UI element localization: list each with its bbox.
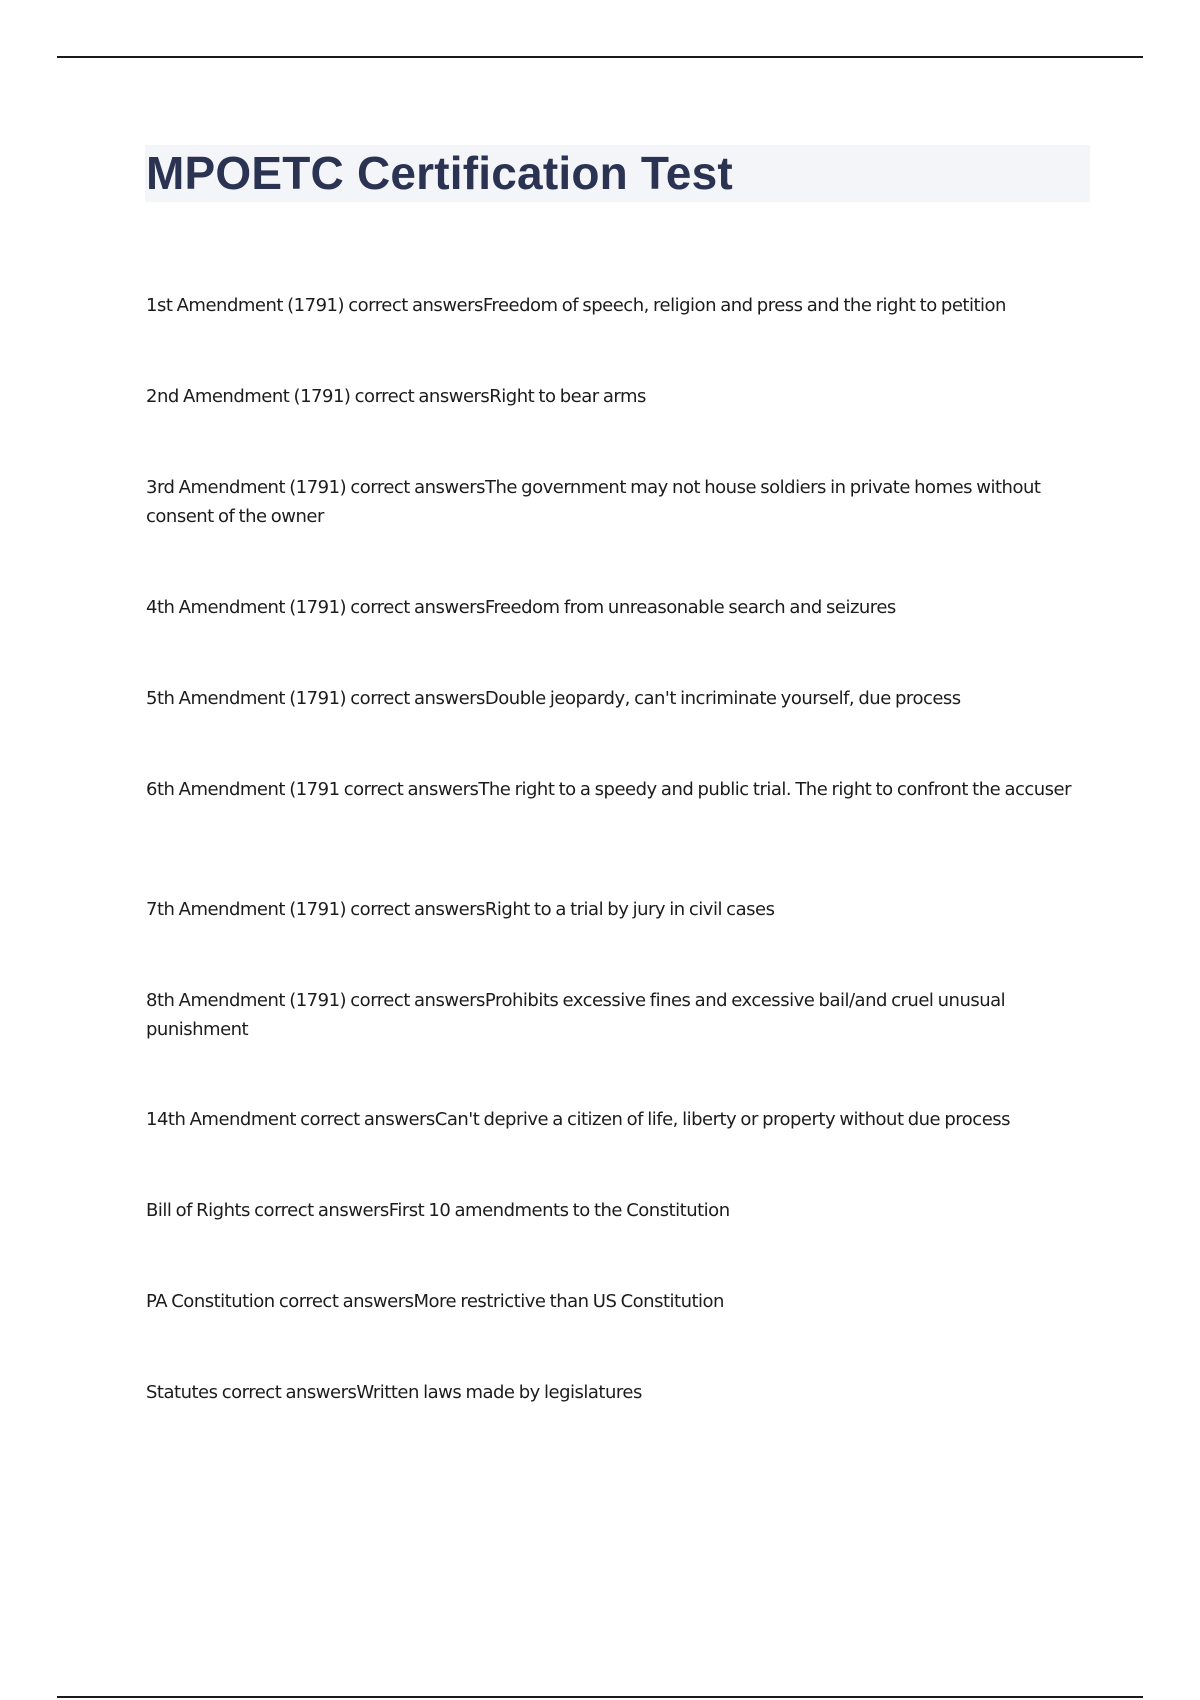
qa-answer: Prohibits excessive fines and excessive bail/and cruel unusual punishment [146, 990, 1006, 1040]
qa-term: 2nd Amendment (1791) [146, 386, 351, 407]
header-rule [57, 56, 1143, 58]
qa-item [146, 1378, 1081, 1407]
qa-answer: The government may not house soldiers in private homes without consent of the owner [146, 477, 1041, 527]
qa-answer: Right to a trial by jury in civil cases [484, 899, 775, 920]
qa-marker: correct answers [348, 295, 483, 316]
qa-marker: correct answers [350, 597, 485, 618]
qa-marker: correct answers [350, 899, 485, 920]
qa-answer: More restrictive than US Constitution [413, 1291, 724, 1312]
qa-term: 3rd Amendment (1791) [146, 477, 347, 498]
qa-term: Bill of Rights [146, 1200, 250, 1221]
qa-marker: correct answers [343, 779, 479, 800]
qa-marker: correct answers [300, 1109, 435, 1130]
qa-term: 5th Amendment (1791) [146, 688, 347, 709]
qa-item [146, 986, 1081, 1044]
qa-item [146, 1287, 1081, 1316]
qa-term: 14th Amendment [146, 1109, 296, 1130]
qa-term: 4th Amendment (1791) [146, 597, 347, 618]
qa-item [146, 1105, 1081, 1134]
qa-item [146, 593, 1081, 622]
qa-item [146, 775, 1081, 804]
qa-term: 8th Amendment (1791) [146, 990, 347, 1011]
qa-answer: Written laws made by legislatures [356, 1382, 642, 1403]
qa-answer: Freedom from unreasonable search and seizures [484, 597, 896, 618]
qa-item [146, 684, 1081, 713]
qa-item [146, 473, 1081, 531]
qa-answer: First 10 amendments to the Constitution [388, 1200, 730, 1221]
qa-marker: correct answers [350, 688, 485, 709]
qa-marker: correct answers [350, 477, 485, 498]
qa-item [146, 1196, 1081, 1225]
document-title: MPOETC Certification Test [146, 147, 733, 199]
qa-answer: Freedom of speech, religion and press and the right to petition [482, 295, 1006, 316]
qa-term: 7th Amendment (1791) [146, 899, 347, 920]
qa-item [146, 895, 1081, 924]
qa-item [146, 291, 1081, 320]
qa-marker: correct answers [278, 1291, 414, 1312]
footer-rule [57, 1696, 1143, 1698]
qa-answer: Double jeopardy, can't incriminate yourself, due process [484, 688, 961, 709]
qa-term: 1st Amendment (1791) [146, 295, 345, 316]
qa-answer: Can't deprive a citizen of life, liberty or property without due process [434, 1109, 1011, 1130]
qa-marker: correct answers [221, 1382, 357, 1403]
qa-term: 6th Amendment (1791 [146, 779, 340, 800]
qa-marker: correct answers [354, 386, 490, 407]
qa-answer: Right to bear arms [489, 386, 646, 407]
qa-item [146, 382, 1081, 411]
qa-marker: correct answers [254, 1200, 389, 1221]
qa-answer: The right to a speedy and public trial. The right to confront the accuser [478, 779, 1072, 800]
qa-term: PA Constitution [146, 1291, 275, 1312]
qa-term: Statutes [146, 1382, 218, 1403]
qa-marker: correct answers [350, 990, 485, 1011]
